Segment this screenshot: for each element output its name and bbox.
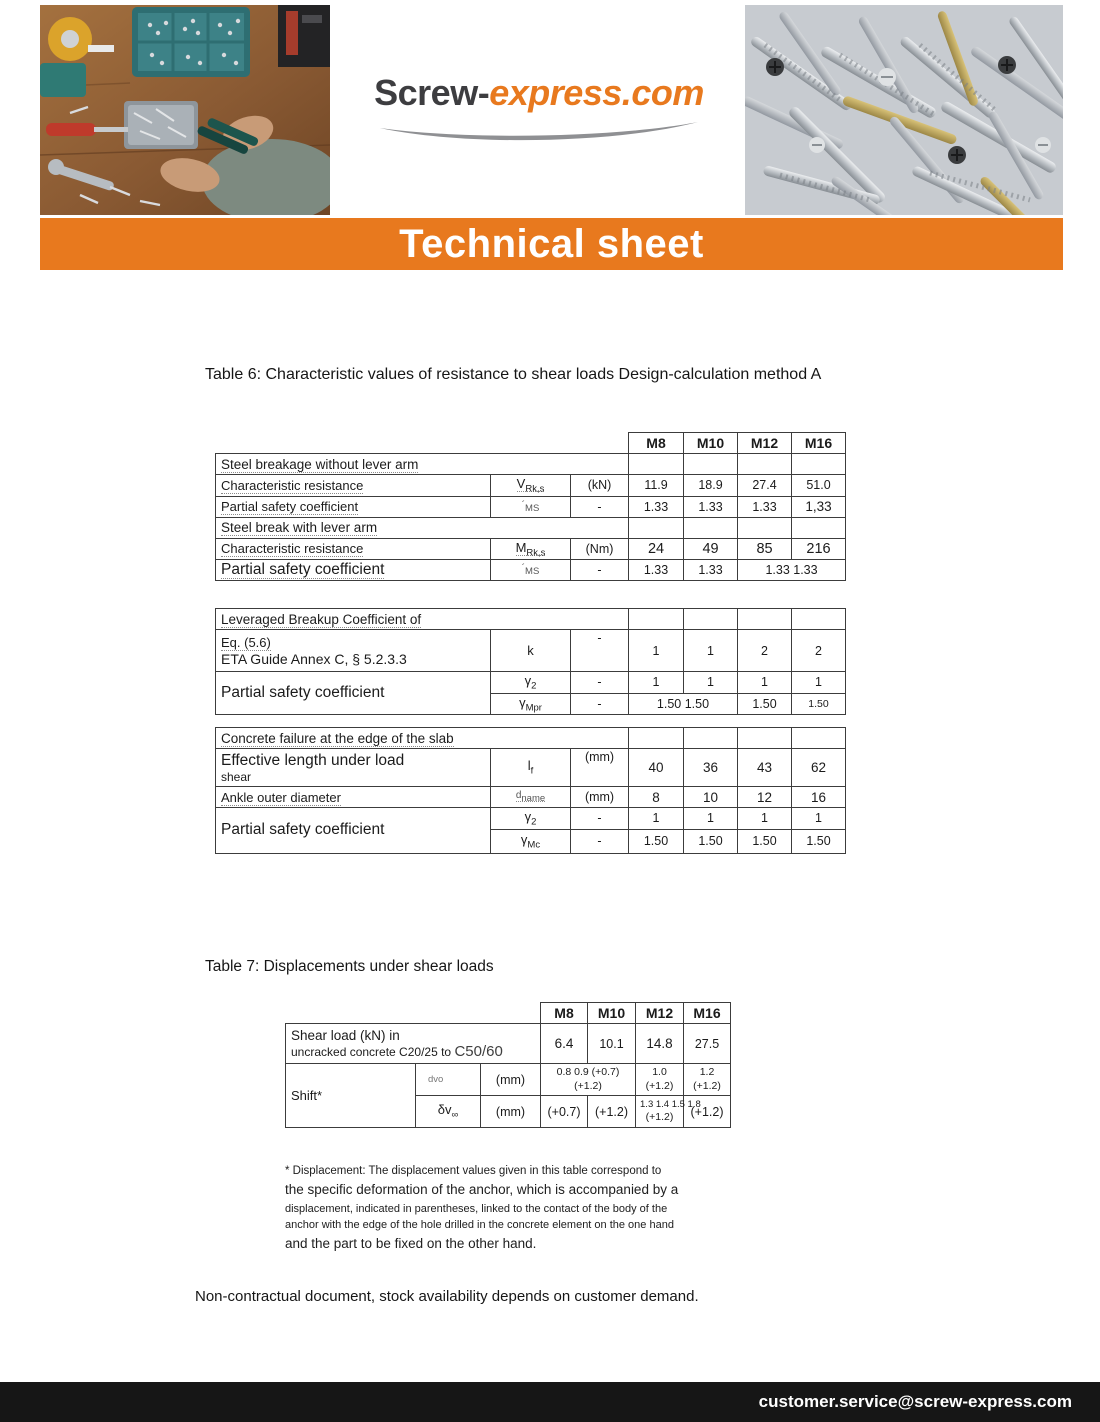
cell-empty xyxy=(684,454,738,475)
cell-unit: (mm) xyxy=(571,749,629,787)
cell-symbol: $´_{MS}$ xyxy=(491,560,571,581)
col-header-m10: M10 xyxy=(588,1003,636,1024)
footnote-line: anchor with the edge of the hole drilled in the concrete element on the one hand xyxy=(285,1219,674,1231)
cell-value: 1.50 xyxy=(738,693,792,715)
col-header-m12: M12 xyxy=(636,1003,684,1024)
cell-value: 1.50 xyxy=(629,829,684,853)
cell-symbol: $d_{name}$ xyxy=(491,787,571,808)
cell-value: 1.2 (+1.2) xyxy=(684,1064,731,1096)
row-k-coefficient xyxy=(216,630,846,672)
row-partial-safety-1 xyxy=(216,496,846,517)
cell-symbol: $l_f$ xyxy=(491,749,571,787)
cell-value: 6.4 xyxy=(541,1024,588,1064)
section-row xyxy=(216,517,846,538)
cell-value: 2 xyxy=(738,630,792,672)
cell-empty xyxy=(792,517,846,538)
cell-value: 10 xyxy=(684,787,738,808)
cell-value: 49 xyxy=(684,538,738,560)
cell-value: 1.3 1.4 1.5 1.8 (+1.2) xyxy=(636,1096,684,1128)
cell-symbol: $\gamma_{Mc}$ xyxy=(491,829,571,853)
banner-title: Technical sheet xyxy=(399,221,704,266)
cell-label: Partial safety coefficient xyxy=(216,496,491,517)
cell-value: 1 xyxy=(738,808,792,830)
cell-value: 1.50 xyxy=(792,693,846,715)
footnote-line: * Displacement: The displacement values given in this table correspond to xyxy=(285,1165,662,1177)
table7-title: Table 7: Displacements under shear loads xyxy=(205,958,494,975)
cell-empty xyxy=(792,728,846,749)
cell-empty xyxy=(684,517,738,538)
cell-label: Partial safety coefficient xyxy=(216,808,491,854)
cell-label: Effective length under load shear xyxy=(216,749,491,787)
cell-value: 16 xyxy=(792,787,846,808)
cell-value: 1 xyxy=(684,672,738,694)
cell-unit: - xyxy=(571,560,629,581)
cell-label: Partial safety coefficient xyxy=(216,560,491,581)
row-shift-dvo xyxy=(286,1064,731,1096)
cell-empty xyxy=(738,728,792,749)
row-gamma2 xyxy=(216,672,846,694)
cell-value: 51.0 xyxy=(792,475,846,497)
cell-value: 27.5 xyxy=(684,1024,731,1064)
cell-symbol: $\delta v_\infty$ xyxy=(416,1096,481,1128)
screws-photo xyxy=(745,5,1063,215)
cell-value: 10.1 xyxy=(588,1024,636,1064)
cell-value: 1.33 xyxy=(629,496,684,517)
cell-unit: - xyxy=(571,693,629,715)
cell-empty xyxy=(684,728,738,749)
cell-unit: (Nm) xyxy=(571,538,629,560)
m-header-row xyxy=(216,433,846,454)
col-header-m12: M12 xyxy=(738,433,792,454)
cell-unit: - xyxy=(571,630,629,672)
workbench-photo xyxy=(40,5,330,215)
banner xyxy=(40,218,1063,270)
cell-value: 1,33 xyxy=(792,496,846,517)
footnote xyxy=(285,1163,745,1254)
cell-value: 40 xyxy=(629,749,684,787)
row-shear-load xyxy=(286,1024,731,1064)
row-characteristic-resistance-vrks xyxy=(216,475,846,497)
cell-empty xyxy=(792,454,846,475)
cell-symbol: $V_{Rk,s}$ xyxy=(491,475,571,497)
cell-value: 1.33 xyxy=(629,560,684,581)
cell-value: 1.33 xyxy=(684,560,738,581)
cell-empty xyxy=(738,454,792,475)
m-header-row xyxy=(286,1003,731,1024)
col-header-m10: M10 xyxy=(684,433,738,454)
cell-label: Partial safety coefficient xyxy=(216,672,491,715)
cell-unit: (mm) xyxy=(571,787,629,808)
row-ankle-diameter xyxy=(216,787,846,808)
cell-value: 1.50 xyxy=(792,829,846,853)
cell-symbol: $\gamma_{Mpr}$ xyxy=(491,693,571,715)
cell-unit: (mm) xyxy=(481,1096,541,1128)
cell-value: (+1.2) xyxy=(684,1096,731,1128)
cell-value: (+0.7) xyxy=(541,1096,588,1128)
cell-symbol: $\gamma_2$ xyxy=(491,672,571,694)
cell-label: Characteristic resistance xyxy=(216,475,491,497)
cell-value-merged: 0.8 0.9 (+0.7) (+1.2) xyxy=(541,1064,636,1096)
cell-section: Steel breakage without lever arm xyxy=(216,454,629,475)
cell-section: Leveraged Breakup Coefficient of xyxy=(216,609,629,630)
footer-bar xyxy=(0,1382,1100,1422)
footnote-line: and the part to be fixed on the other hand. xyxy=(285,1235,537,1251)
logo xyxy=(338,72,740,151)
cell-value-merged: 1.50 1.50 xyxy=(629,693,738,715)
table6-concrete-block xyxy=(215,727,846,854)
cell-value: 1 xyxy=(629,630,684,672)
cell-value: 8 xyxy=(629,787,684,808)
footer-email: customer.service@screw-express.com xyxy=(758,1392,1072,1411)
cell-empty xyxy=(629,454,684,475)
cell-value: 12 xyxy=(738,787,792,808)
cell-section: Concrete failure at the edge of the slab xyxy=(216,728,629,749)
cell-value: 85 xyxy=(738,538,792,560)
cell-value: 1.33 xyxy=(684,496,738,517)
cell-label: Shear load (kN) in uncracked concrete C20/25 to C50/60 xyxy=(286,1024,541,1064)
logo-swoosh-icon xyxy=(374,120,704,146)
cell-empty xyxy=(216,433,629,454)
cell-empty xyxy=(738,517,792,538)
cell-unit: (mm) xyxy=(481,1064,541,1096)
cell-empty xyxy=(629,728,684,749)
cell-value: 1.50 xyxy=(738,829,792,853)
footnote-line: displacement, indicated in parentheses, linked to the contact of the body of the xyxy=(285,1202,668,1215)
cell-label: Ankle outer diameter xyxy=(216,787,491,808)
cell-value: 1 xyxy=(629,808,684,830)
footnote-line: the specific deformation of the anchor, which is accompanied by a xyxy=(285,1182,679,1198)
cell-value: 1 xyxy=(629,672,684,694)
cell-section: Steel break with lever arm xyxy=(216,517,629,538)
cell-value: 1 xyxy=(792,672,846,694)
logo-text xyxy=(338,72,740,114)
cell-value: 62 xyxy=(792,749,846,787)
cell-value: 216 xyxy=(792,538,846,560)
col-header-m8: M8 xyxy=(541,1003,588,1024)
workbench-photo-illustration xyxy=(40,5,330,215)
row-partial-safety-2 xyxy=(216,560,846,581)
table6-title: Table 6: Characteristic values of resistance to shear loads Design-calculation method A xyxy=(205,366,822,383)
cell-value: 14.8 xyxy=(636,1024,684,1064)
cell-symbol: $´_{MS}$ xyxy=(491,496,571,517)
cell-value: 1 xyxy=(684,630,738,672)
cell-label: Shift* xyxy=(286,1064,416,1128)
cell-unit: - xyxy=(571,808,629,830)
cell-empty xyxy=(738,609,792,630)
cell-empty xyxy=(629,609,684,630)
cell-value: 24 xyxy=(629,538,684,560)
cell-empty xyxy=(684,609,738,630)
cell-value: 43 xyxy=(738,749,792,787)
cell-value: 1.50 xyxy=(684,829,738,853)
col-header-m8: M8 xyxy=(629,433,684,454)
col-header-m16: M16 xyxy=(684,1003,731,1024)
cell-value: 11.9 xyxy=(629,475,684,497)
cell-empty xyxy=(629,517,684,538)
section-row xyxy=(216,609,846,630)
cell-value: 2 xyxy=(792,630,846,672)
section-row xyxy=(216,454,846,475)
cell-value: 1.0 (+1.2) xyxy=(636,1064,684,1096)
screws-photo-illustration xyxy=(745,5,1063,215)
cell-symbol: dvo xyxy=(416,1064,481,1096)
row-gamma2 xyxy=(216,808,846,830)
row-effective-length xyxy=(216,749,846,787)
logo-suffix: express.com xyxy=(489,72,704,113)
logo-prefix: Screw- xyxy=(374,72,490,113)
table6-steel-block xyxy=(215,432,846,581)
cell-unit: - xyxy=(571,672,629,694)
cell-symbol: $\gamma_2$ xyxy=(491,808,571,830)
cell-value-merged: 1.33 1.33 xyxy=(738,560,846,581)
table6-lever-block xyxy=(215,608,846,715)
cell-empty xyxy=(792,609,846,630)
non-contractual-notice: Non-contractual document, stock availability depends on customer demand. xyxy=(195,1288,699,1305)
cell-unit: - xyxy=(571,829,629,853)
cell-symbol: k xyxy=(491,630,571,672)
cell-symbol: $M_{Rk,s}$ xyxy=(491,538,571,560)
cell-label: Eq. (5.6) ETA Guide Annex C, § 5.2.3.3 xyxy=(216,630,491,672)
cell-unit: (kN) xyxy=(571,475,629,497)
section-row xyxy=(216,728,846,749)
cell-label: Characteristic resistance xyxy=(216,538,491,560)
col-header-m16: M16 xyxy=(792,433,846,454)
table7-displacements xyxy=(285,1002,731,1128)
cell-value: 1 xyxy=(684,808,738,830)
cell-value: 1.33 xyxy=(738,496,792,517)
cell-value: 1 xyxy=(738,672,792,694)
cell-value: 18.9 xyxy=(684,475,738,497)
cell-empty xyxy=(286,1003,541,1024)
cell-value: 36 xyxy=(684,749,738,787)
cell-unit: - xyxy=(571,496,629,517)
row-characteristic-resistance-mrks xyxy=(216,538,846,560)
cell-value: 1 xyxy=(792,808,846,830)
cell-value: (+1.2) xyxy=(588,1096,636,1128)
cell-value: 27.4 xyxy=(738,475,792,497)
